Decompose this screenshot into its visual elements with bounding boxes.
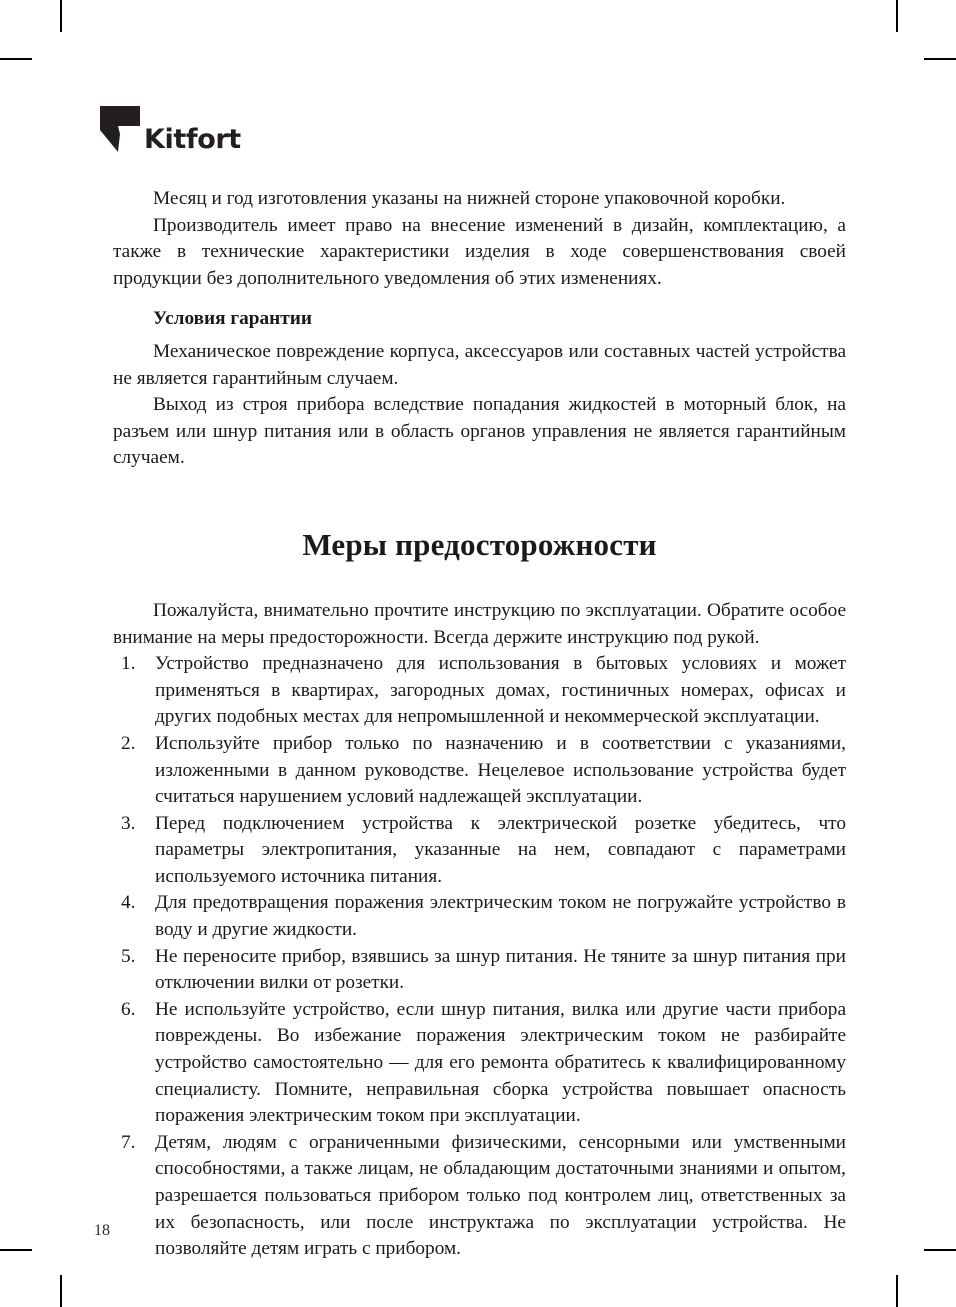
crop-mark-top-right-horizontal [924,58,956,60]
list-item-text: Для предотвращения поражения электрическим током не погружайте устройство в воду и другие жидкости. [155,892,846,941]
list-item-number: 6. [121,998,136,1020]
list-item-text: Детям, людям с ограниченными физическими, сенсорными или умственными способностями, а также лицам, не обладающим достаточными знаниями и опытом, разрешается пользоваться прибором только под контролем лиц, ответственных за их безопасность, или после инструктажа по эксплуатации устройства. Не позволяйте детям играть с прибором. [155,1131,846,1260]
intro-paragraph-2: Производитель имеет право на внесение изменений в дизайн, комплектацию, а также в технические характеристики изделия в ходе совершенствования своей продукции без дополнительного уведомления об этих изменениях. [113,214,846,289]
intro-paragraph-1: Месяц и год изготовления указаны на нижней стороне упаковочной коробки. [153,188,786,209]
list-item [113,997,846,1130]
list-item-number: 4. [121,892,136,914]
list-item [113,811,846,891]
precautions-list [113,651,846,1263]
crop-mark-bottom-right-vertical [896,1275,898,1307]
list-item [113,944,846,997]
crop-mark-top-right-vertical [896,0,898,32]
page-number: 18 [94,1222,110,1239]
list-item-number: 7. [121,1131,136,1153]
list-item-text: Используйте прибор только по назначению и в соответствии с указаниями, изложенными в данном руководстве. Нецелевое использование устройства будет считаться нарушением условий надлежащей эксплуатации. [155,732,846,808]
spacer-after-section-title [113,562,846,598]
list-item-text: Устройство предназначено для использования в бытовых условиях и может применяться в квартирах, загородных домах, гостиничных номерах, офисах и других подобных местах для непромышленной и некоммерческой эксплуатации. [155,653,846,728]
page-title: Меры предосторожности [302,526,657,562]
list-item-text: Перед подключением устройства к электрической розетке убедитесь, что параметры электропитания, указанные на нем, совпадают с параметрами используемого источника питания. [155,812,846,887]
brand-logo [98,104,241,154]
list-item-text: Не используйте устройство, если шнур питания, вилка или другие части прибора повреждены. Во избежание поражения электрическим током не разбирайте устройство самостоятельно — для его ремонта обратитесь к квалифицированному специалисту. Помните, неправильная сборка устройства повышает опасность поражения электрическим током при эксплуатации. [155,998,846,1127]
crop-mark-bottom-left-vertical [60,1275,62,1307]
page-content [113,186,846,1263]
crop-mark-top-left-horizontal [0,58,32,60]
list-item [113,1130,846,1263]
list-item [113,731,846,811]
list-item-number: 2. [121,732,136,754]
list-item-number: 5. [121,945,136,967]
warranty-heading: Условия гарантии [153,308,312,330]
list-item-number: 3. [121,812,136,834]
crop-mark-bottom-left-horizontal [0,1249,32,1251]
crop-mark-bottom-right-horizontal [924,1249,956,1251]
precautions-intro: Пожалуйста, внимательно прочтите инструкцию по эксплуатации. Обратите особое внимание на меры предосторожности. Всегда держите инструкцию под рукой. [113,599,846,648]
crop-mark-top-left-vertical [60,0,62,32]
list-item [113,890,846,943]
list-item [113,651,846,731]
list-item-number: 1. [121,653,136,675]
spacer-before-section-title [113,472,846,528]
warranty-paragraph-2: Выход из строя прибора вследствие попадания жидкостей в моторный блок, на разъем или шнур питания или в область органов управления не является гарантийным случаем. [113,394,846,469]
warranty-paragraph-1: Механическое повреждение корпуса, аксессуаров или составных частей устройства не является гарантийным случаем. [113,340,846,389]
brand-name: Kitfort [144,124,241,155]
list-item-text: Не переносите прибор, взявшись за шнур питания. Не тяните за шнур питания при отключении вилки от розетки. [155,945,846,994]
kitfort-flag-mark-icon [98,104,142,154]
